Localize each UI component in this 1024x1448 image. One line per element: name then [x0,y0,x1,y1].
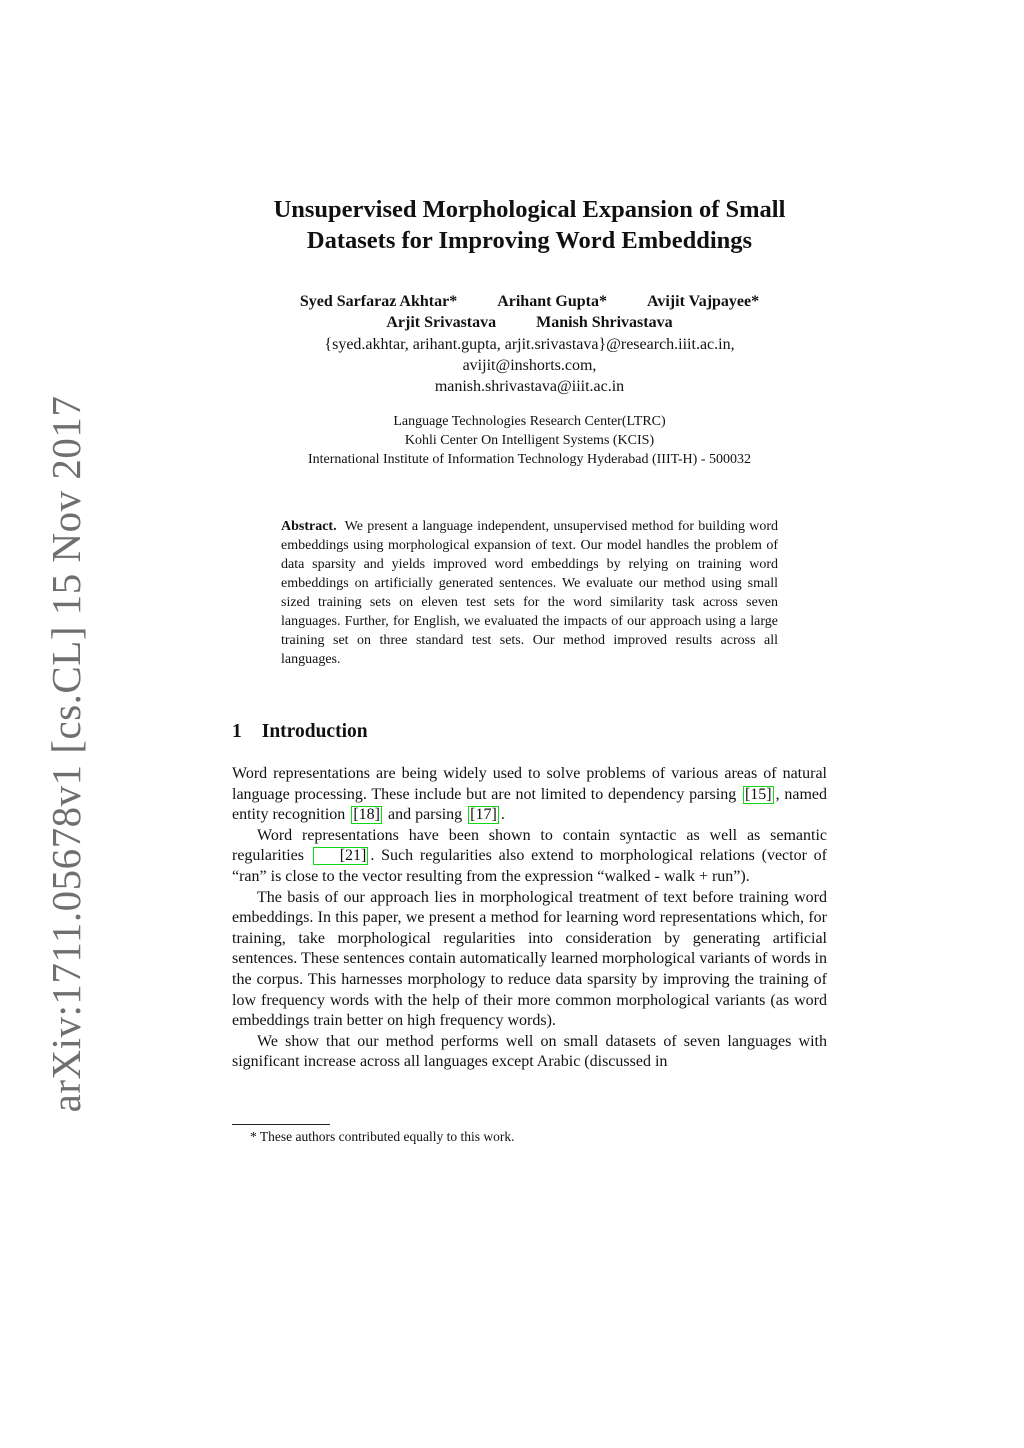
title-line-2: Datasets for Improving Word Embeddings [306,227,753,254]
paragraph [232,764,827,826]
citation-link[interactable]: [18] [353,806,380,824]
paragraph: We show that our method performs well on small datasets of seven languages with significant increase across all languages except Arabic (discussed in [232,1032,827,1071]
abstract-label: Abstract. [281,519,337,534]
arxiv-identifier-stamp: arXiv:1711.05678v1 [cs.CL] 15 Nov 2017 [43,395,89,1113]
introduction-body [232,764,827,1073]
author-name: Avijit Vajpayee* [646,293,760,310]
footnote: * These authors contributed equally to this work. [250,1129,515,1144]
paper-title [232,194,827,256]
paragraph: The basis of our approach lies in morphological treatment of text before training word embeddings. In this paper, we present a method for learning word representations which, for training, take morphological regularities into consideration by generating artificial sentences. These sentences contain automatically learned morphological variants of words in the corpus. This harnesses morphology to reduce data sparsity by improving the training of low frequency words with the help of their more common morphological variants (as word embeddings train better on high frequency words). [232,888,827,1030]
email-line: manish.shrivastava@iiit.ac.in [434,378,625,395]
section-number: 1 [232,721,242,742]
author-list [232,291,827,333]
email-line: avijit@inshorts.com, [462,357,597,374]
section-title: Introduction [261,721,368,742]
citation-link[interactable]: [15] [744,785,772,803]
paragraph-text: and parsing [387,806,463,824]
abstract [281,517,778,669]
author-name: Syed Sarfaraz Akhtar* [299,293,458,310]
affiliation-line: Language Technologies Research Center(LTRC) [393,414,666,429]
author-name: Arihant Gupta* [497,293,607,310]
paragraph-text: Word representations are being widely used to solve problems of various areas of natural language processing. These include but are not limited to dependency parsing [232,765,827,803]
author-name: Arjit Srivastava [386,314,497,331]
affiliation-line: Kohli Center On Intelligent Systems (KCIS) [404,433,655,448]
paragraph-text: . [500,806,505,824]
author-name: Manish Shrivastava [536,314,673,331]
affiliation-line: International Institute of Information Technology Hyderabad (IIIT-H) - 500032 [307,452,751,467]
affiliation [232,412,827,469]
abstract-text: We present a language independent, unsupervised method for building word embeddings using morphological expansion of text. Our model handles the problem of data sparsity and yields improved word embeddings by relying on training word embeddings on artificially generated sentences. We evaluate our method using small sized training sets on eleven test sets for the word similarity task across seven languages. Further, for English, we evaluated the impacts of our approach using a large training set on three standard test sets. Our method improved results across all languages. [281,519,778,667]
paragraph [232,826,827,888]
citation-link[interactable]: [21] [313,847,369,865]
paragraph-text: . Such regularities also extend to morphological relations (vector of “ran” is close to the vector resulting from the expression “walked - walk + run”). [232,847,827,885]
citation-link[interactable]: [17] [470,806,497,824]
section-heading-introduction [232,721,368,743]
author-row-1 [232,291,827,312]
email-line: {syed.akhtar, arihant.gupta, arjit.srivastava}@research.iiit.ac.in, [324,336,735,353]
title-line-1: Unsupervised Morphological Expansion of Small [273,196,786,223]
paragraph-text: Word representations have been shown to contain syntactic as well as semantic regularities [232,826,827,865]
paragraph-text: , named entity recognition [232,785,828,824]
author-emails [232,334,827,397]
author-row-2 [232,312,827,333]
footnote-rule [232,1124,330,1125]
